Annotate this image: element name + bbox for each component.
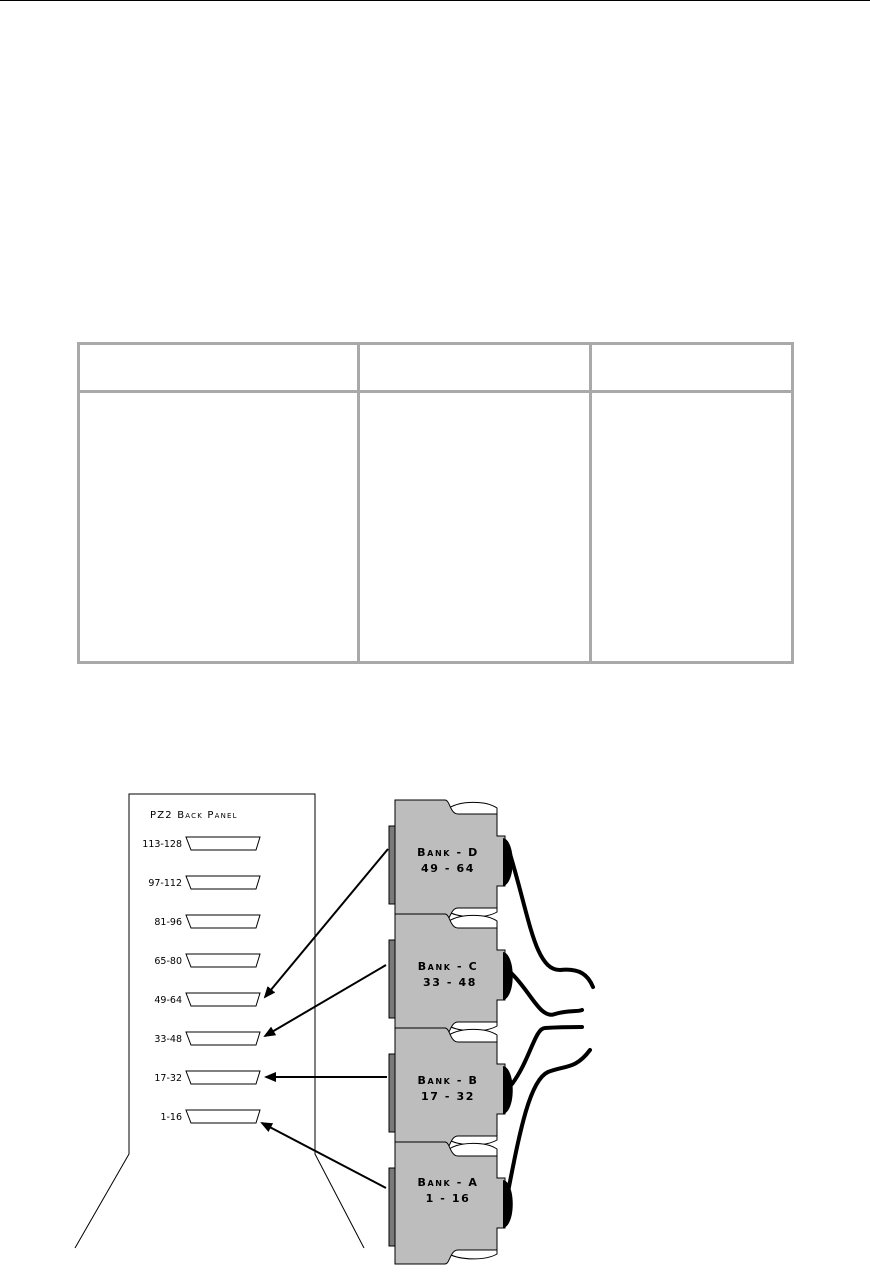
table-cell	[79, 392, 359, 663]
empty-table	[77, 342, 794, 664]
back-panel-outline	[75, 794, 364, 1248]
bank-c-connector	[389, 914, 513, 1036]
bank-name: Bank - B	[417, 1074, 479, 1087]
port-connector-icon	[186, 1110, 260, 1123]
bank-range: 1 - 16	[425, 1192, 471, 1205]
bank-range: 49 - 64	[420, 862, 476, 875]
table-row	[79, 392, 793, 663]
port-label: 97-112	[148, 878, 182, 889]
port-connector-icon	[186, 954, 260, 967]
bank-a-connector	[389, 1142, 513, 1264]
cable-bank-b	[512, 1027, 582, 1084]
arrows	[262, 849, 388, 1188]
cables	[508, 854, 593, 1192]
port-label: 113-128	[142, 839, 182, 850]
table-header-cell	[591, 344, 793, 392]
table-cell	[359, 392, 591, 663]
port-connector-icon	[186, 837, 260, 850]
panel-ports	[142, 837, 260, 1123]
table-header-cell	[359, 344, 591, 392]
connection-diagram	[0, 780, 870, 1286]
port-81-96	[154, 915, 260, 928]
port-label: 81-96	[154, 917, 182, 928]
port-17-32	[154, 1071, 260, 1084]
port-label: 17-32	[154, 1073, 182, 1084]
bank-range: 33 - 48	[422, 976, 478, 989]
port-label: 65-80	[154, 956, 182, 967]
cable-bank-d	[510, 854, 593, 987]
port-connector-icon	[186, 993, 260, 1006]
port-connector-icon	[186, 1071, 260, 1084]
table-cell	[591, 392, 793, 663]
bank-name: Bank - D	[417, 846, 479, 859]
port-connector-icon	[186, 915, 260, 928]
port-113-128	[142, 837, 260, 850]
port-label: 33-48	[154, 1034, 182, 1045]
bank-name: Bank - A	[417, 1176, 479, 1189]
port-49-64	[154, 993, 260, 1006]
arrow-bank-a	[262, 1123, 386, 1188]
port-97-112	[148, 876, 260, 889]
panel-title: PZ2 Back Panel	[150, 810, 238, 821]
table-header-cell	[79, 344, 359, 392]
bank-b-connector	[389, 1028, 513, 1150]
bank-name: Bank - C	[417, 960, 479, 973]
bank-d-connector	[389, 800, 513, 922]
port-label: 1-16	[160, 1112, 182, 1123]
port-1-16	[160, 1110, 260, 1123]
port-connector-icon	[186, 1032, 260, 1045]
port-65-80	[154, 954, 260, 967]
port-label: 49-64	[154, 995, 182, 1006]
bank-range: 17 - 32	[420, 1090, 476, 1103]
port-33-48	[154, 1032, 260, 1045]
port-connector-icon	[186, 876, 260, 889]
page-top-rule	[0, 0, 870, 1]
table-header-row	[79, 344, 793, 392]
cable-bank-c	[510, 972, 582, 1015]
